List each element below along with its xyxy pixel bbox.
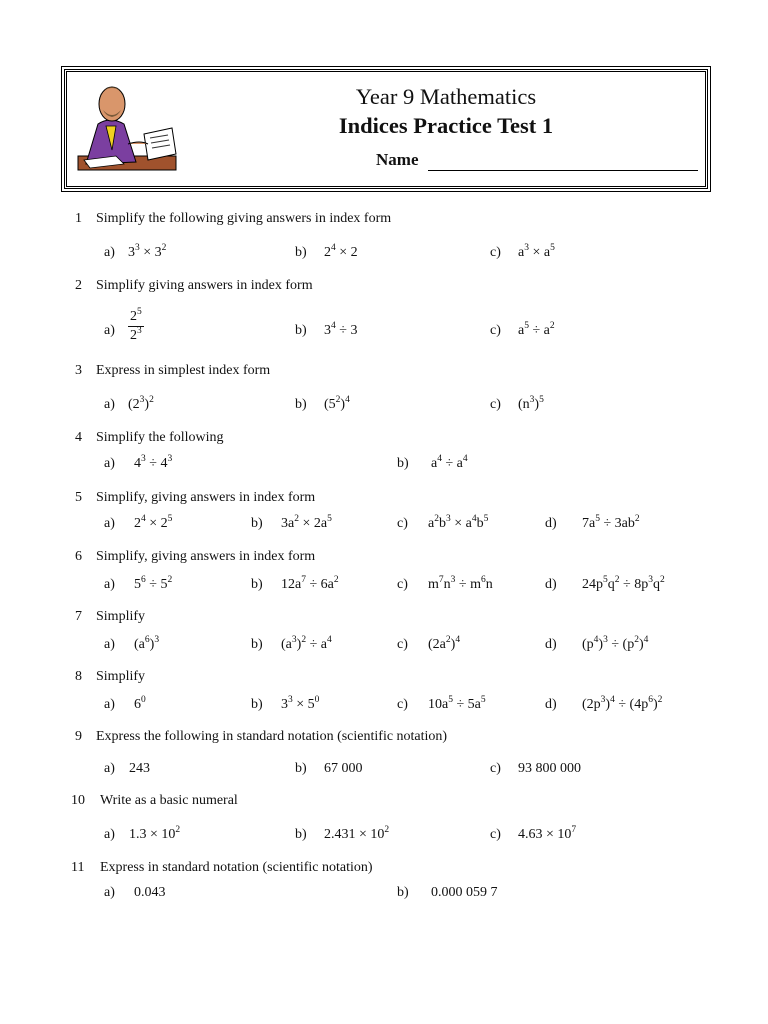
part-label: c): [490, 397, 501, 412]
part-expression: $7a^5 \div 3ab^2$: [582, 514, 640, 531]
part-label: b): [251, 516, 263, 531]
part-label: c): [490, 245, 501, 260]
part-expression: $m^7n^3 \div m^6n$: [428, 575, 493, 592]
part-expression: $(2^3)^2$: [128, 395, 154, 412]
part-label: b): [397, 456, 409, 471]
question-number: 7: [75, 609, 82, 624]
part-label: a): [104, 577, 115, 592]
part-expression: 243: [129, 761, 150, 776]
part-expression: $(p^4)^3 \div (p^2)^4$: [582, 635, 649, 652]
part-expression: $3^3 \times 3^2$: [128, 243, 167, 260]
part-expression: $(n^3)^5$: [518, 395, 544, 412]
question-number: 1: [75, 211, 82, 226]
question-text: Express the following in standard notation (scientific notation): [96, 729, 448, 744]
part-expression: $a^3 \times a^5$: [518, 243, 555, 260]
part-expression: $12a^7 \div 6a^2$: [281, 575, 339, 592]
part-expression: $(a^3)^2 \div a^4$: [281, 635, 332, 652]
fraction-numerator: $2^5$: [128, 309, 144, 327]
question-text: Express in standard notation (scientific notation): [100, 860, 373, 875]
part-label: c): [397, 697, 408, 712]
part-label: c): [490, 827, 501, 842]
question-number: 3: [75, 363, 82, 378]
part-label: d): [545, 577, 557, 592]
part-expression: $a^5 \div a^2$: [518, 321, 555, 338]
teacher-illustration-icon: [76, 74, 182, 174]
part-expression: $2^4 \times 2$: [324, 243, 358, 260]
part-expression: $4.63 \times 10^7$: [518, 825, 577, 842]
part-expression: $(2p^3)^4 \div (4p^6)^2$: [582, 695, 663, 712]
part-label: d): [545, 637, 557, 652]
question-number: 10: [71, 793, 85, 808]
question-number: 9: [75, 729, 82, 744]
part-label: c): [490, 761, 501, 776]
part-expression: $5^6 \div 5^2$: [134, 575, 173, 592]
part-label: c): [397, 637, 408, 652]
part-label: c): [490, 323, 501, 338]
part-expression: $2^4 \times 2^5$: [134, 514, 173, 531]
part-expression: 93 800 000: [518, 761, 581, 776]
question-number: 11: [71, 860, 85, 875]
fraction-denominator: $2^3$: [130, 326, 142, 343]
question-text: Simplify, giving answers in index form: [96, 490, 316, 505]
part-label: c): [397, 516, 408, 531]
question-text: Simplify: [96, 609, 146, 624]
part-label: a): [104, 637, 115, 652]
part-expression: $1.3 \times 10^2$: [129, 825, 181, 842]
part-label: a): [104, 245, 115, 260]
part-expression: $3^3 \times 5^0$: [281, 695, 320, 712]
part-expression: 67 000: [324, 761, 363, 776]
question-text: Express in simplest index form: [96, 363, 271, 378]
part-expression: $a^2b^3 \times a^4b^5$: [428, 514, 489, 531]
part-label: b): [295, 827, 307, 842]
question-text: Simplify the following giving answers in index form: [96, 211, 392, 226]
part-expression: $3a^2 \times 2a^5$: [281, 514, 332, 531]
part-expression: $24p^5q^2 \div 8p^3q^2$: [582, 575, 665, 592]
part-label: b): [251, 637, 263, 652]
part-expression: $(2a^2)^4$: [428, 635, 461, 652]
part-expression: $4^3 \div 4^3$: [134, 454, 173, 471]
part-label: a): [104, 456, 115, 471]
part-label: b): [295, 761, 307, 776]
part-expression: $3^4 \div 3$: [324, 321, 358, 338]
name-label: Name: [376, 150, 419, 169]
question-text: Simplify, giving answers in index form: [96, 549, 316, 564]
part-label: a): [104, 827, 115, 842]
test-title: Indices Practice Test 1: [338, 113, 554, 138]
part-label: d): [545, 697, 557, 712]
part-expression: $2.431 \times 10^2$: [324, 825, 390, 842]
part-label: d): [545, 516, 557, 531]
part-label: b): [295, 323, 307, 338]
part-label: a): [104, 516, 115, 531]
part-label: b): [295, 245, 307, 260]
part-label: a): [104, 885, 115, 900]
question-number: 2: [75, 278, 82, 293]
part-label: a): [104, 761, 115, 776]
part-expression: $10a^5 \div 5a^5$: [428, 695, 486, 712]
part-label: a): [104, 323, 115, 338]
part-label: b): [251, 577, 263, 592]
part-expression: 0.000 059 7: [431, 885, 498, 900]
part-label: b): [251, 697, 263, 712]
part-label: a): [104, 397, 115, 412]
part-expression: $6^0$: [134, 695, 146, 712]
question-text: Simplify giving answers in index form: [96, 278, 313, 293]
part-label: b): [295, 397, 307, 412]
part-expression: 0.043: [134, 885, 166, 900]
part-expression: $(5^2)^4$: [324, 395, 350, 412]
question-number: 5: [75, 490, 82, 505]
question-number: 4: [75, 430, 82, 445]
question-number: 8: [75, 669, 82, 684]
fraction-expression: [128, 309, 144, 344]
part-expression: $(a^6)^3$: [134, 635, 160, 652]
part-label: a): [104, 697, 115, 712]
question-text: Simplify: [96, 669, 146, 684]
part-expression: $a^4 \div a^4$: [431, 454, 468, 471]
question-number: 6: [75, 549, 82, 564]
question-text: Simplify the following: [96, 430, 224, 445]
document-title: Year 9 Mathematics: [355, 84, 537, 109]
question-text: Write as a basic numeral: [100, 793, 238, 808]
part-label: b): [397, 885, 409, 900]
part-label: c): [397, 577, 408, 592]
name-field[interactable]: [428, 170, 698, 171]
